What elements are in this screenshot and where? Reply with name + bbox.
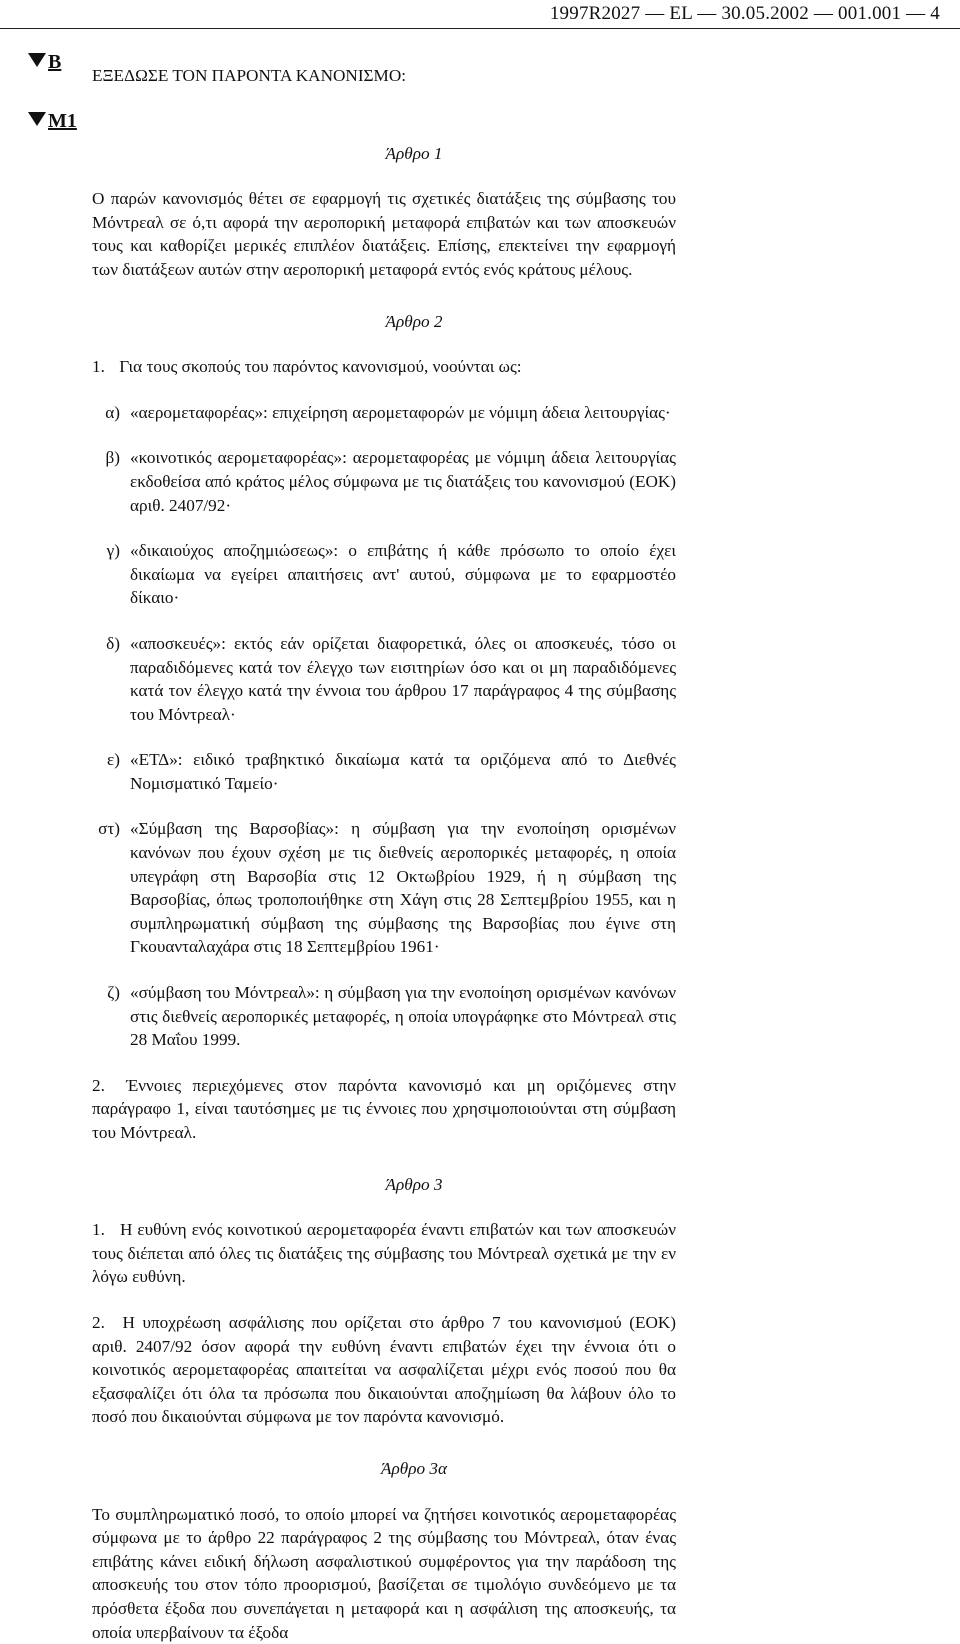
definition-item bbox=[92, 981, 676, 1052]
article-2-paragraph-1 bbox=[92, 355, 676, 379]
article-2-heading: Άρθρο 2 bbox=[385, 311, 443, 331]
article-1-text: Ο παρών κανονισμός θέτει σε εφαρμογή τις σχετικές διατάξεις της σύμβασης του Μόντρεαλ σε ό,τι αφορά την αεροπορική μεταφορά επιβατών και των αποσκευών τους και καθορίζει μερικές επιπλέον διατάξεις. Επίσης, επεκτείνει την εφαρμογή των διατάξεων αυτών στην αεροπορική μεταφορά εντός ενός κράτους μέλους. bbox=[92, 189, 676, 279]
definition-item bbox=[92, 539, 676, 610]
item-label: ζ) bbox=[107, 983, 120, 1003]
item-label: ε) bbox=[107, 750, 120, 770]
running-header bbox=[0, 0, 960, 29]
marker-b-label: B bbox=[48, 51, 62, 73]
article-3-paragraph-2 bbox=[92, 1311, 676, 1429]
item-text: «δικαιούχος αποζημιώσεως»: ο επιβάτης ή κάθε πρόσωπο το οποίο έχει δικαίωμα να εγείρει απαιτήσεις αντ' αυτού, σύμφωνα με το εφαρμοστέο δίκαιο· bbox=[130, 541, 676, 608]
paragraph-text: Η ευθύνη ενός κοινοτικού αερομεταφορέα έναντι επιβατών και των αποσκευών τους διέπεται από όλες τις διατάξεις της σύμβασης του Μόντρεαλ σχετικά με την εν λόγω ευθύνη. bbox=[92, 1220, 676, 1287]
definition-item bbox=[92, 817, 676, 959]
definition-item bbox=[92, 401, 676, 425]
paragraph-number: 1. bbox=[92, 1220, 105, 1240]
paragraph-text: Έννοιες περιεχόμενες στον παρόντα κανονισμό και μη οριζόμενες στην παράγραφο 1, είναι ταυτόσημες με τις έννοιες που χρησιμοποιούνται στη σύμβαση του Μόντρεαλ. bbox=[92, 1075, 676, 1142]
item-label: στ) bbox=[98, 819, 120, 839]
triangle-down-icon bbox=[28, 53, 46, 67]
definition-item bbox=[92, 632, 676, 726]
item-text: «ΕΤΔ»: ειδικό τραβηκτικό δικαίωμα κατά τα οριζόμενα από το Διεθνές Νομισματικό Ταμείο· bbox=[130, 750, 676, 793]
document-reference: 1997R2027 — EL — 30.05.2002 — 001.001 — 4 bbox=[549, 3, 940, 24]
item-label: δ) bbox=[106, 633, 120, 653]
item-label: α) bbox=[105, 402, 120, 422]
item-label: γ) bbox=[106, 541, 120, 561]
definition-item bbox=[92, 446, 676, 517]
document-body bbox=[92, 64, 676, 1644]
marker-b bbox=[28, 51, 61, 74]
article-2-paragraph-2 bbox=[92, 1074, 676, 1145]
item-text: «αερομεταφορέας»: επιχείρηση αερομεταφορών με νόμιμη άδεια λειτουργίας· bbox=[130, 402, 671, 422]
item-text: «αποσκευές»: εκτός εάν ορίζεται διαφορετικά, όλες οι αποσκευές, τόσο οι παραδιδόμενες κατά τον έλεγχο των εισιτηρίων όσο και οι μη παραδιδόμενες κατά τον έλεγχο κατά την έννοια του άρθρου 17 παράγραφος 4 της σύμβασης του Μόντρεαλ· bbox=[130, 633, 676, 724]
paragraph-text: Για τους σκοπούς του παρόντος κανονισμού, νοούνται ως: bbox=[119, 357, 522, 377]
article-3a-text: Το συμπληρωματικό ποσό, το οποίο μπορεί να ζητήσει κοινοτικός αερομεταφορέας σύμφωνα με το άρθρο 22 παράγραφος 2 της σύμβασης του Μόντρεαλ, όταν ένας επιβάτης κάνει ειδική δήλωση ασφαλιστικού συμφέροντος για την παράδοση της αποσκευής του στον τόπο προορισμού, βασίζεται σε τιμολόγιο συνδεόμενο με τα πρόσθετα έξοδα που συνεπάγεται η μεταφορά και η ασφάλιση της αποσκευής, τα οποία υπερβαίνουν τα έξοδα bbox=[92, 1504, 676, 1642]
marker-m1-label: M1 bbox=[48, 110, 77, 132]
paragraph-number: 2. bbox=[92, 1312, 105, 1332]
enacting-formula: ΕΞΕΔΩΣΕ ΤΟΝ ΠΑΡΟΝΤΑ ΚΑΝΟΝΙΣΜΟ: bbox=[92, 66, 407, 85]
item-text: «κοινοτικός αερομεταφορέας»: αερομεταφορέας με νόμιμη άδεια λειτουργίας εκδοθείσα από κράτος μέλος σύμφωνα με τις διατάξεις του κανονισμού (ΕΟΚ) αριθ. 2407/92· bbox=[130, 448, 676, 515]
item-label: β) bbox=[105, 448, 120, 468]
definition-item bbox=[92, 748, 676, 795]
item-text: «Σύμβαση της Βαρσοβίας»: η σύμβαση για την ενοποίηση ορισμένων κανόνων που έχουν σχέση με τις διεθνείς αεροπορικές μεταφορές, η οποία υπεγράφη στη Βαρσοβία στις 12 Οκτωβρίου 1929, ή η σύμβαση της Βαρσοβίας, όπως τροποποιήθηκε στη Χάγη στις 28 Σεπτεμβρίου 1955, και η συμπληρωματική σύμβαση της σύμβασης της Βαρσοβίας που έγινε στη Γκουανταλαχάρα στις 18 Σεπτεμβρίου 1961· bbox=[130, 819, 676, 957]
triangle-down-icon bbox=[28, 112, 46, 126]
item-text: «σύμβαση του Μόντρεαλ»: η σύμβαση για την ενοποίηση ορισμένων κανόνων στις διεθνείς αεροπορικές μεταφορές, η οποία υπογράφηκε στο Μόντρεαλ στις 28 Μαΐου 1999. bbox=[130, 983, 676, 1050]
paragraph-text: Η υποχρέωση ασφάλισης που ορίζεται στο άρθρο 7 του κανονισμού (ΕΟΚ) αριθ. 2407/92 όσον αφορά την ευθύνη έναντι επιβατών έχει την έννοια ότι ο κοινοτικός αερομεταφορέας απαιτείται να ασφαλίζεται μέχρι ενός ποσού που θα εξασφαλίζει ότι όλα τα πρόσωπα που δικαιούνται αποζημίωση θα λάβουν όλο το ποσό που δικαιούνται σύμφωνα με τον παρόντα κανονισμό. bbox=[92, 1312, 676, 1427]
marker-m1 bbox=[28, 110, 77, 133]
paragraph-number: 2. bbox=[92, 1075, 105, 1095]
article-1-heading: Άρθρο 1 bbox=[385, 143, 443, 163]
article-3-paragraph-1 bbox=[92, 1218, 676, 1289]
article-3-heading: Άρθρο 3 bbox=[385, 1174, 443, 1194]
article-3a-heading: Άρθρο 3α bbox=[381, 1458, 447, 1478]
paragraph-number: 1. bbox=[92, 357, 105, 377]
